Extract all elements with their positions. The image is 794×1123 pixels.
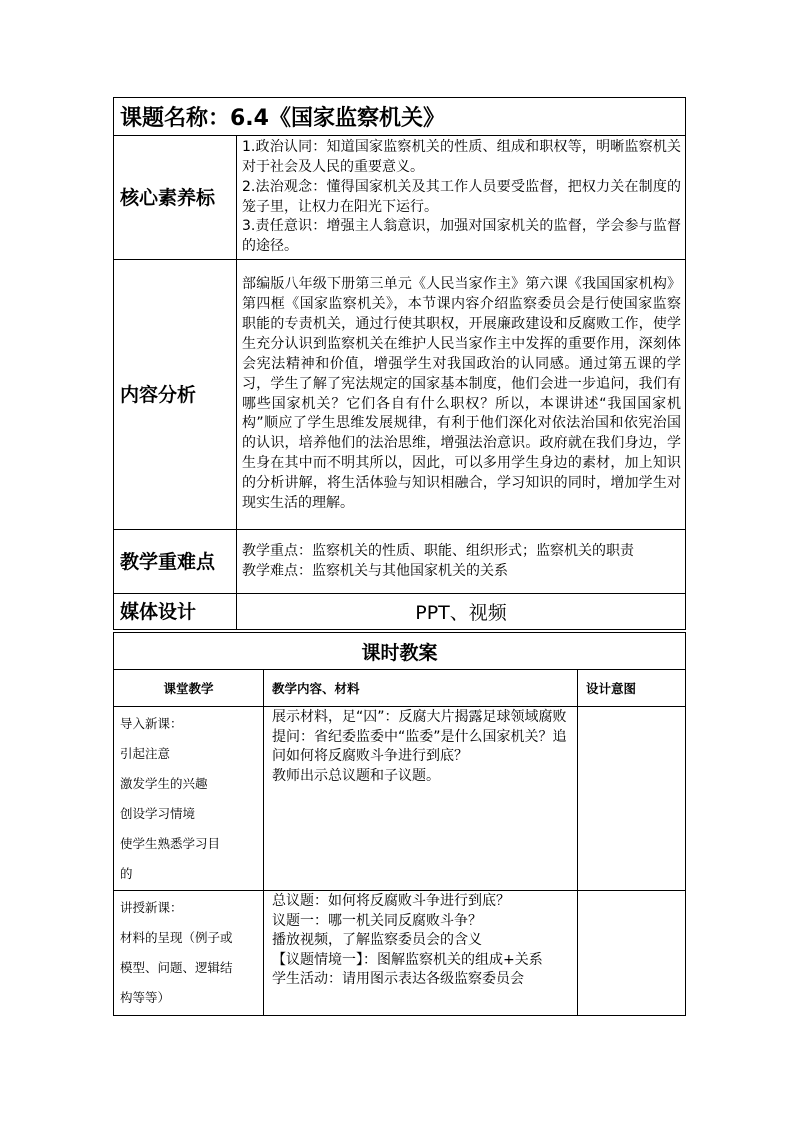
content-analysis-label: 内容分析 [114,260,237,530]
table-row [114,891,686,1016]
content-line: 播放视频，了解监察委员会的含义 [272,932,482,948]
column-header-intent: 设计意图 [578,670,686,707]
content-line: 【议题情境一】：图解监察机关的组成+关系 [272,951,543,968]
column-header-classroom: 课堂教学 [114,670,264,707]
content-line: 总议题：如何将反腐败斗争进行到底？ [272,893,510,909]
table-row [114,707,686,891]
design-intent-cell [578,891,686,1016]
core-literacy-content [237,136,686,260]
core-literacy-item: 1.政治认同：知道国家监察机关的性质、组成和职权等，明晰监察机关对于社会及人民的重要意义。 [242,138,682,175]
content-line: 议题一：哪一机关同反腐败斗争？ [272,912,482,929]
media-label: 媒体设计 [114,594,237,630]
content-analysis-text: 部编版八年级下册第三单元《人民当家作主》第六课《我国国家机构》第四框《国家监察机关》，本节课内容介绍监察委员会是行使国家监察职能的专责机关，通过行使其职权，开展廉政建设和反腐败工作，使学生充分认识到监察机关在维护人民当家作主中发挥的重要作用，深刻体会宪法精神和价值，增强学生对我国政治的认同感。通过第五课的学习，学生了解了宪法规定的国家基本制度，他们会进一步追问，我们有哪些国家机关？它们各自有什么职权？所以，本课讲述“我国国家机构”顺应了学生思维发展规律，有利于他们深化对依法治国和依宪治国的认识，培养他们的法治思维，增强法治意识。政府就在我们身边，学生身在其中而不明其所以，因此，可以多用学生身边的素材，加上知识的分析讲解，将生活体验与知识相融合，学习知识的同时，增加学生对现实生活的理解。 [237,260,686,530]
lesson-info-table [113,97,686,630]
key-points-content [237,530,686,594]
teaching-content-cell [264,891,578,1016]
core-literacy-item: 3.责任意识：增强主人翁意识，加强对国家机关的监督，学会参与监督的途径。 [242,218,682,255]
classroom-step-line: 使学生熟悉学习目 [120,836,221,851]
teaching-content-cell [264,707,578,891]
lesson-plan-header: 课时教案 [114,633,686,670]
content-line: 教师出示总议题和子议题。 [272,767,440,784]
column-header-content: 教学内容、材料 [264,670,578,707]
lesson-title: 课题名称：6.4《国家监察机关》 [114,98,686,136]
classroom-step-line: 的 [120,866,133,881]
core-literacy-label: 核心素养标 [114,136,237,260]
classroom-step-line: 创设学习情境 [120,806,196,821]
content-line: 提问：省纪委监委中“监委”是什么国家机关？追问如何将反腐败斗争进行到底？ [272,728,567,764]
media-value: PPT、视频 [237,594,686,630]
key-points-label: 教学重难点 [114,530,237,594]
content-line: 学生活动：请用图示表达各级监察委员会 [272,971,524,987]
classroom-step-line: 讲授新课： [120,900,183,915]
lesson-plan-table [113,632,686,1016]
design-intent-cell [578,707,686,891]
classroom-step-line: 构等等） [120,990,171,1005]
teaching-focus: 教学重点：监察机关的性质、职能、组织形式；监察机关的职责 [242,542,634,559]
classroom-step-line: 材料的呈现（例子或 [120,930,233,945]
classroom-step-line: 激发学生的兴趣 [120,776,208,791]
classroom-step-cell [114,891,264,1016]
classroom-step-line: 引起注意 [120,746,171,761]
teaching-difficulty: 教学难点：监察机关与其他国家机关的关系 [242,562,508,579]
classroom-step-line: 导入新课： [120,716,183,731]
classroom-step-cell [114,707,264,891]
classroom-step-line: 模型、问题、逻辑结 [120,960,233,975]
content-line: 展示材料，足“囚”：反腐大片揭露足球领域腐败 [272,709,567,725]
core-literacy-item: 2.法治观念：懂得国家机关及其工作人员要受监督，把权力关在制度的笼子里，让权力在阳光下运行。 [242,178,682,215]
